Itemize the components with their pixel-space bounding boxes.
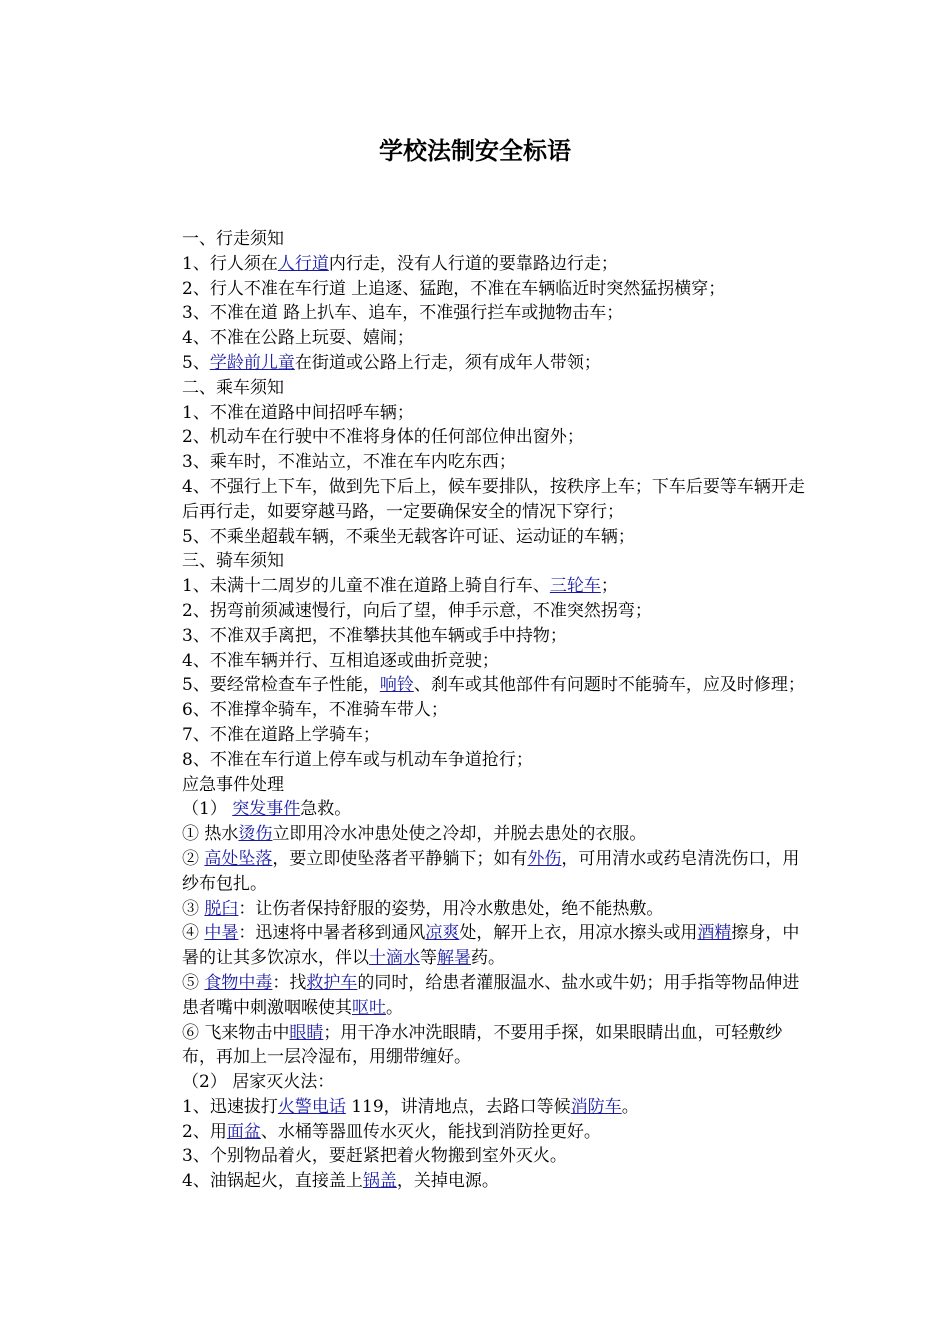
text-line <box>182 351 812 376</box>
text-span: 二、乘车须知 <box>182 377 284 398</box>
text-line <box>182 475 812 525</box>
text-line <box>182 897 812 922</box>
text-span: 等 <box>420 948 437 969</box>
text-span: 2、机动车在行驶中不准将身体的任何部位伸出窗外； <box>182 427 584 448</box>
text-span: 2、拐弯前须减速慢行，向后了望，伸手示意，不准突然拐弯； <box>182 600 652 621</box>
hyperlink[interactable]: 外伤 <box>527 848 562 869</box>
text-span: 在街道或公路上行走，须有成年人带领； <box>294 352 601 373</box>
text-line <box>182 599 812 624</box>
text-line <box>182 1120 812 1145</box>
text-line <box>182 1021 812 1071</box>
text-span: 急救。 <box>300 799 352 820</box>
text-span: ⑤ <box>182 972 205 993</box>
text-line <box>182 301 812 326</box>
text-span: 3、不准双手离把，不准攀扶其他车辆或手中持物； <box>182 625 567 646</box>
text-span: ，关掉电源。 <box>396 1171 499 1192</box>
text-line <box>182 252 812 277</box>
text-span: 1、未满十二周岁的儿童不准在道路上骑自行车、 <box>182 576 550 597</box>
text-line <box>182 723 812 748</box>
text-span: 3、不准在道 路上扒车、追车，不准强行拦车或抛物击车； <box>182 303 624 324</box>
text-line <box>182 227 812 252</box>
text-span: 5、不乘坐超载车辆，不乘坐无载客许可证、运动证的车辆； <box>182 526 635 547</box>
hyperlink[interactable]: 突发事件 <box>232 799 301 820</box>
hyperlink[interactable]: 中暑 <box>204 923 239 944</box>
text-span: 8、不准在车行道上停车或与机动车争道抢行； <box>182 749 533 770</box>
text-span: 立即用冷水冲患处使之冷却，并脱去患处的衣服。 <box>272 824 647 845</box>
text-line <box>182 1070 812 1095</box>
document-title: 学校法制安全标语 <box>379 136 571 165</box>
text-span: 1、迅速拔打 <box>182 1096 278 1117</box>
text-span: 1、不准在道路中间招呼车辆； <box>182 402 414 423</box>
text-line <box>182 376 812 401</box>
text-span: ⑥ 飞来物击中 <box>182 1022 290 1043</box>
text-line <box>182 773 812 798</box>
text-span: 处，解开上衣，用凉水擦头或用 <box>459 923 698 944</box>
text-span: ，要立即使坠落者平静躺下；如有 <box>272 848 528 869</box>
text-span: 、水桶等器皿传水灭火，能找到消防拴更好。 <box>260 1121 601 1142</box>
hyperlink[interactable]: 面盆 <box>226 1121 261 1142</box>
text-span: 药。 <box>471 948 505 969</box>
text-line <box>182 277 812 302</box>
text-span: 1、行人须在 <box>182 253 278 274</box>
text-span: 7、不准在道路上学骑车； <box>182 724 380 745</box>
text-span: ； <box>600 576 618 597</box>
text-line <box>182 326 812 351</box>
hyperlink[interactable]: 烫伤 <box>238 824 273 845</box>
hyperlink[interactable]: 救护车 <box>306 972 358 993</box>
text-span: 5、要经常检查车子性能， <box>182 675 380 696</box>
text-line <box>182 1144 812 1169</box>
hyperlink[interactable]: 学龄前儿童 <box>209 352 295 373</box>
text-span: 6、不准撑伞骑车，不准骑车带人； <box>182 700 448 721</box>
text-span: 擦身，中暑的让其多饮凉水，伴以 <box>182 923 800 969</box>
text-span: 5、 <box>182 352 210 373</box>
text-line <box>182 525 812 550</box>
hyperlink[interactable]: 锅盖 <box>362 1171 397 1192</box>
text-span: （1） <box>182 799 233 820</box>
text-line <box>182 425 812 450</box>
document-body <box>182 227 812 1194</box>
hyperlink[interactable]: 高处坠落 <box>204 848 273 869</box>
text-span: 。 <box>386 997 403 1018</box>
hyperlink[interactable]: 食物中毒 <box>204 972 273 993</box>
text-line <box>182 1095 812 1120</box>
text-line <box>182 847 812 897</box>
text-span: 、刹车或其他部件有问题时不能骑车，应及时修理； <box>413 675 805 696</box>
hyperlink[interactable]: 解暑 <box>437 948 471 969</box>
hyperlink[interactable]: 脱臼 <box>204 898 239 919</box>
text-span: 4、不强行上下车，做到先下后上，候车要排队，按秩序上车；下车后要等车辆开走后再行走，如要穿越马路，一定要确保安全的情况下穿行； <box>182 476 805 522</box>
text-span: 内行走，没有人行道的要靠路边行走； <box>328 253 618 274</box>
text-line <box>182 971 812 1021</box>
hyperlink[interactable]: 呕吐 <box>352 997 386 1018</box>
hyperlink[interactable]: 消防车 <box>570 1096 622 1117</box>
text-span: ：让伤者保持舒服的姿势，用冷水敷患处，绝不能热敷。 <box>238 898 664 919</box>
text-span: 3、乘车时，不准站立，不准在车内吃东西； <box>182 452 516 473</box>
text-span: ① 热水 <box>182 824 239 845</box>
text-line <box>182 624 812 649</box>
text-span: 4、油锅起火，直接盖上 <box>182 1171 363 1192</box>
hyperlink[interactable]: 人行道 <box>277 253 329 274</box>
text-span: （2） 居家灭火法： <box>182 1072 335 1093</box>
hyperlink[interactable]: 眼睛 <box>289 1022 324 1043</box>
hyperlink[interactable]: 凉爽 <box>425 923 460 944</box>
text-span: ，可用清水或药皂清洗伤口，用纱布包扎。 <box>182 848 800 894</box>
text-span: ：找 <box>272 972 307 993</box>
text-span: 三、骑车须知 <box>182 551 284 572</box>
text-span: 一、行走须知 <box>182 229 284 249</box>
hyperlink[interactable]: 火警电话 <box>277 1096 346 1117</box>
text-span: 119，讲清地点，去路口等候 <box>345 1096 571 1117</box>
hyperlink[interactable]: 三轮车 <box>549 576 601 597</box>
text-span: ③ <box>182 898 205 919</box>
text-span: ；用干净水冲洗眼睛，不要用手探，如果眼睛出血，可轻敷纱布，再加上一层冷湿布，用绷带缠好。 <box>182 1022 783 1068</box>
text-line <box>182 1169 812 1194</box>
hyperlink[interactable]: 酒精 <box>697 923 732 944</box>
text-line <box>182 649 812 674</box>
text-line <box>182 401 812 426</box>
text-span: 。 <box>621 1096 639 1117</box>
text-span: 3、个别物品着火，要赶紧把着火物搬到室外灭火。 <box>182 1146 567 1167</box>
text-line <box>182 921 812 971</box>
text-line <box>182 574 812 599</box>
text-line <box>182 797 812 822</box>
text-span: 应急事件处理 <box>182 774 284 795</box>
text-line <box>182 698 812 723</box>
text-span: 4、不准在公路上玩耍、嬉闹； <box>182 328 414 349</box>
text-span: 2、用 <box>182 1121 227 1142</box>
text-span: ② <box>182 848 205 869</box>
text-span: ④ <box>182 923 205 944</box>
text-span: ：迅速将中暑者移到通风 <box>238 923 426 944</box>
hyperlink[interactable]: 响铃 <box>379 675 414 696</box>
text-line <box>182 549 812 574</box>
text-line <box>182 822 812 847</box>
text-line <box>182 450 812 475</box>
text-span: 4、不准车辆并行、互相追逐或曲折竞驶； <box>182 650 499 671</box>
hyperlink[interactable]: 十滴水 <box>369 948 420 969</box>
text-span: 的同时，给患者灌服温水、盐水或牛奶；用手指等物品伸进患者嘴中刺激咽喉使其 <box>182 972 800 1018</box>
text-span: 2、行人不准在车行道 上追逐、猛跑，不准在车辆临近时突然猛拐横穿； <box>182 278 726 299</box>
text-line <box>182 748 812 773</box>
text-line <box>182 673 812 698</box>
